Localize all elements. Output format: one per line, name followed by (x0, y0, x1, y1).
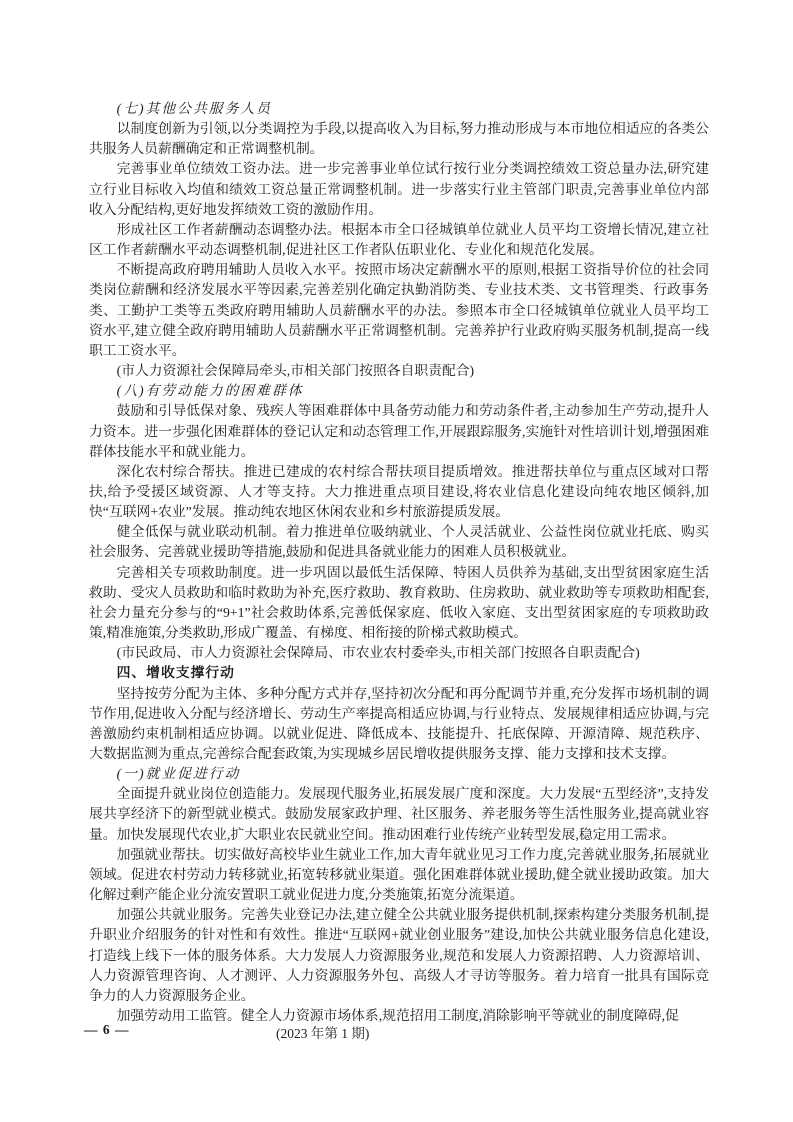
attribution-line: (市人力资源社会保障局牵头,市相关部门按照各自职责配合) (116, 363, 475, 379)
attribution-line: (市民政局、市人力资源社会保障局、市农业农村委牵头,市相关部门按照各自职责配合) (116, 645, 640, 661)
paragraph: 以制度创新为引领,以分类调控为手段,以提高收入为目标,努力推动形成与本市地位相适应的各类公共服务人员薪酬确定和正常调整机制。 (89, 121, 709, 157)
footer-page-number: — 6 — (84, 1022, 130, 1037)
section-heading-8-difficult-groups: (八)有劳动能力的困难群体 (116, 383, 304, 399)
section-heading-7-other-public-service-personnel: (七)其他公共服务人员 (116, 101, 272, 116)
paragraph: 完善事业单位绩效工资办法。进一步完善事业单位试行按行业分类调控绩效工资总量办法,研究建立行业目标收入均值和绩效工资总量正常调整机制。进一步落实行业主管部门职责,完善事业单位内部收入分配结构,更好地发挥绩效工资的激励作用。 (89, 161, 709, 217)
paragraph: 完善相关专项救助制度。进一步巩固以最低生活保障、特困人员供养为基础,支出型贫困家庭生活救助、受灾人员救助和临时救助为补充,医疗救助、教育救助、住房救助、就业救助等专项救助相配套,社会力量充分参与的“9+1”社会救助体系,完善低保家庭、低收入家庭、支出型贫困家庭的专项救助政策,精准施策,分类救助,形成广覆盖、有梯度、相衔接的阶梯式救助模式。 (89, 564, 709, 641)
chapter-heading-4-income-increase-support: 四、增收支撑行动 (116, 665, 235, 681)
paragraph: 加强公共就业服务。完善失业登记办法,建立健全公共就业服务提供机制,探索构建分类服务机制,提升职业介绍服务的针对性和有效性。推进“互联网+就业创业服务”建设,加快公共就业服务信息化建设,打造线上线下一体的服务体系。大力发展人力资源服务业,规范和发展人力资源招聘、人力资源培训、人力资源管理咨询、人才测评、人力资源服务外包、高级人才寻访等服务。着力培育一批具有国际竞争力的人力资源服务企业。 (89, 907, 709, 1003)
paragraph: 不断提高政府聘用辅助人员收入水平。按照市场决定薪酬水平的原则,根据工资指导价位的社会同类岗位薪酬和经济发展水平等因素,完善差别化确定执勤消防类、专业技术类、文书管理类、行政事务类、工勤护工类等五类政府聘用辅助人员薪酬水平的办法。参照本市全口径城镇单位就业人员平均工资水平,建立健全政府聘用辅助人员薪酬水平正常调整机制。完善养护行业政府购买服务机制,提高一线职工工资水平。 (89, 262, 709, 358)
section-heading-1-employment-promotion: (一)就业促进行动 (116, 766, 241, 782)
paragraph: 坚持按劳分配为主体、多种分配方式并存,坚持初次分配和再分配调节并重,充分发挥市场机制的调节作用,促进收入分配与经济增长、劳动生产率提高相适应协调,与行业特点、发展规律相适应协调,与完善激励约束机制相适应协调。以就业促进、降低成本、技能提升、托底保障、开源清障、规范秩序、大数据监测为重点,完善综合配套政策,为实现城乡居民增收提供服务支撑、能力支撑和技术支撑。 (89, 685, 709, 761)
paragraph: 全面提升就业岗位创造能力。发展现代服务业,拓展发展广度和深度。大力发展“五型经济”,支持发展共享经济下的新型就业模式。鼓励发展家政护理、社区服务、养老服务等生活性服务业,提高就业容量。加快发展现代农业,扩大职业农民就业空间。推动困难行业传统产业转型发展,稳定用工需求。 (89, 786, 709, 842)
paragraph: 鼓励和引导低保对象、残疾人等困难群体中具备劳动能力和劳动条件者,主动参加生产劳动,提升人力资本。进一步强化困难群体的登记认定和动态管理工作,开展跟踪服务,实施针对性培训计划,增强困难群体技能水平和就业能力。 (89, 403, 709, 459)
footer-issue-label: (2023 年第 1 期) (276, 1026, 370, 1041)
paragraph: 健全低保与就业联动机制。着力推进单位吸纳就业、个人灵活就业、公益性岗位就业托底、购买社会服务、完善就业援助等措施,鼓励和促进具备就业能力的困难人员积极就业。 (89, 524, 709, 560)
paragraph: 加强劳动用工监管。健全人力资源市场体系,规范招用工制度,消除影响平等就业的制度障碍,促 (116, 1008, 679, 1024)
paragraph: 形成社区工作者薪酬动态调整办法。根据本市全口径城镇单位就业人员平均工资增长情况,建立社区工作者薪酬水平动态调整机制,促进社区工作者队伍职业化、专业化和规范化发展。 (89, 221, 709, 258)
paragraph: 加强就业帮扶。切实做好高校毕业生就业工作,加大青年就业见习工作力度,完善就业服务,拓展就业领域。促进农村劳动力转移就业,拓宽转移就业渠道。强化困难群体就业援助,健全就业援助政策。加大化解过剩产能企业分流安置职工就业促进力度,分类施策,拓宽分流渠道。 (89, 846, 709, 903)
document-body (89, 99, 709, 1026)
paragraph: 深化农村综合帮扶。推进已建成的农村综合帮扶项目提质增效。推进帮扶单位与重点区域对口帮扶,给予受援区域资源、人才等支持。大力推进重点项目建设,将农业信息化建设向纯农地区倾斜,加快“互联网+农业”发展。推动纯农地区休闲农业和乡村旅游提质发展。 (89, 463, 709, 520)
